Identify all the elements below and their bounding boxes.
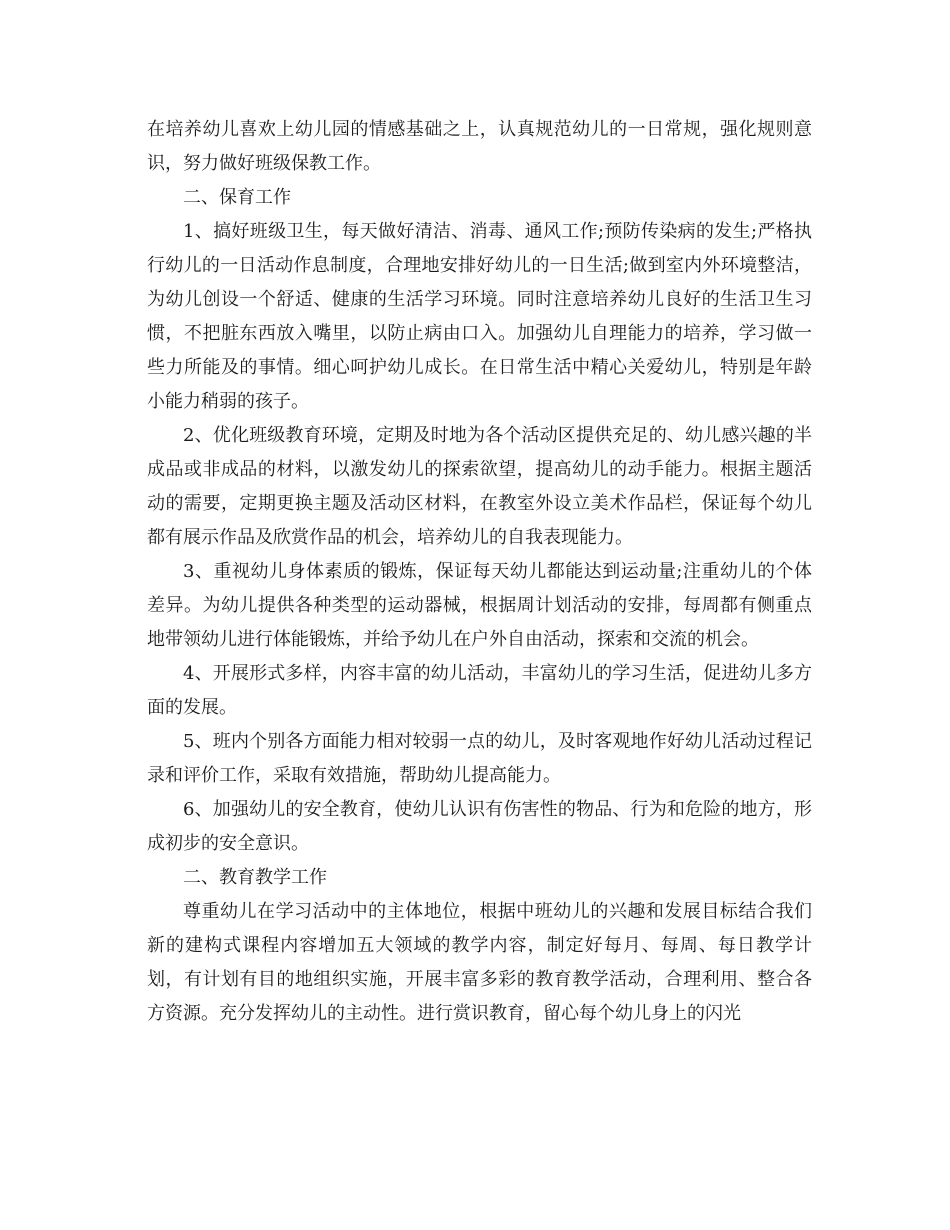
section-heading-teaching: 二、教育教学工作: [183, 867, 327, 888]
paragraph-teaching: 尊重幼儿在学习活动中的主体地位，根据中班幼儿的兴趣和发展目标结合我们新的建构式课程内容增加五大领域的教学内容，制定好每月、每周、每日教学计划，有计划有目的地组织实施，开展丰富多彩的教育教学活动，合理利用、整合各方资源。充分发挥幼儿的主动性。进行赏识教育，留心每个幼儿身上的闪光: [147, 901, 812, 1024]
paragraph-care-item-1: 1、搞好班级卫生，每天做好清洁、消毒、通风工作;预防传染病的发生;严格执行幼儿的一日活动作息制度，合理地安排好幼儿的一日生活;做到室内外环境整洁，为幼儿创设一个舒适、健康的生活学习环境。同时注意培养幼儿良好的生活卫生习惯，不把脏东西放入嘴里，以防止病由口入。加强幼儿自理能力的培养，学习做一些力所能及的事情。细心呵护幼儿成长。在日常生活中精心关爱幼儿，特别是年龄小能力稍弱的孩子。: [147, 221, 812, 412]
document-body: [147, 113, 812, 1031]
section-heading-care: 二、保育工作: [183, 187, 291, 208]
paragraph-care-item-6: 6、加强幼儿的安全教育，使幼儿认识有伤害性的物品、行为和危险的地方，形成初步的安全意识。: [147, 799, 812, 854]
paragraph-care-item-4: 4、开展形式多样，内容丰富的幼儿活动，丰富幼儿的学习生活，促进幼儿多方面的发展。: [147, 663, 812, 718]
paragraph-care-item-3: 3、重视幼儿身体素质的锻炼，保证每天幼儿都能达到运动量;注重幼儿的个体差异。为幼儿提供各种类型的运动器械，根据周计划活动的安排，每周都有侧重点地带领幼儿进行体能锻炼，并给予幼儿在户外自由活动，探索和交流的机会。: [147, 561, 812, 650]
paragraph-care-item-2: 2、优化班级教育环境，定期及时地为各个活动区提供充足的、幼儿感兴趣的半成品或非成品的材料，以激发幼儿的探索欲望，提高幼儿的动手能力。根据主题活动的需要，定期更换主题及活动区材料，在教室外设立美术作品栏，保证每个幼儿都有展示作品及欣赏作品的机会，培养幼儿的自我表现能力。: [147, 425, 812, 548]
paragraph-intro: 在培养幼儿喜欢上幼儿园的情感基础之上，认真规范幼儿的一日常规，强化规则意识，努力做好班级保教工作。: [147, 119, 812, 174]
paragraph-care-item-5: 5、班内个别各方面能力相对较弱一点的幼儿，及时客观地作好幼儿活动过程记录和评价工作，采取有效措施，帮助幼儿提高能力。: [147, 731, 812, 786]
